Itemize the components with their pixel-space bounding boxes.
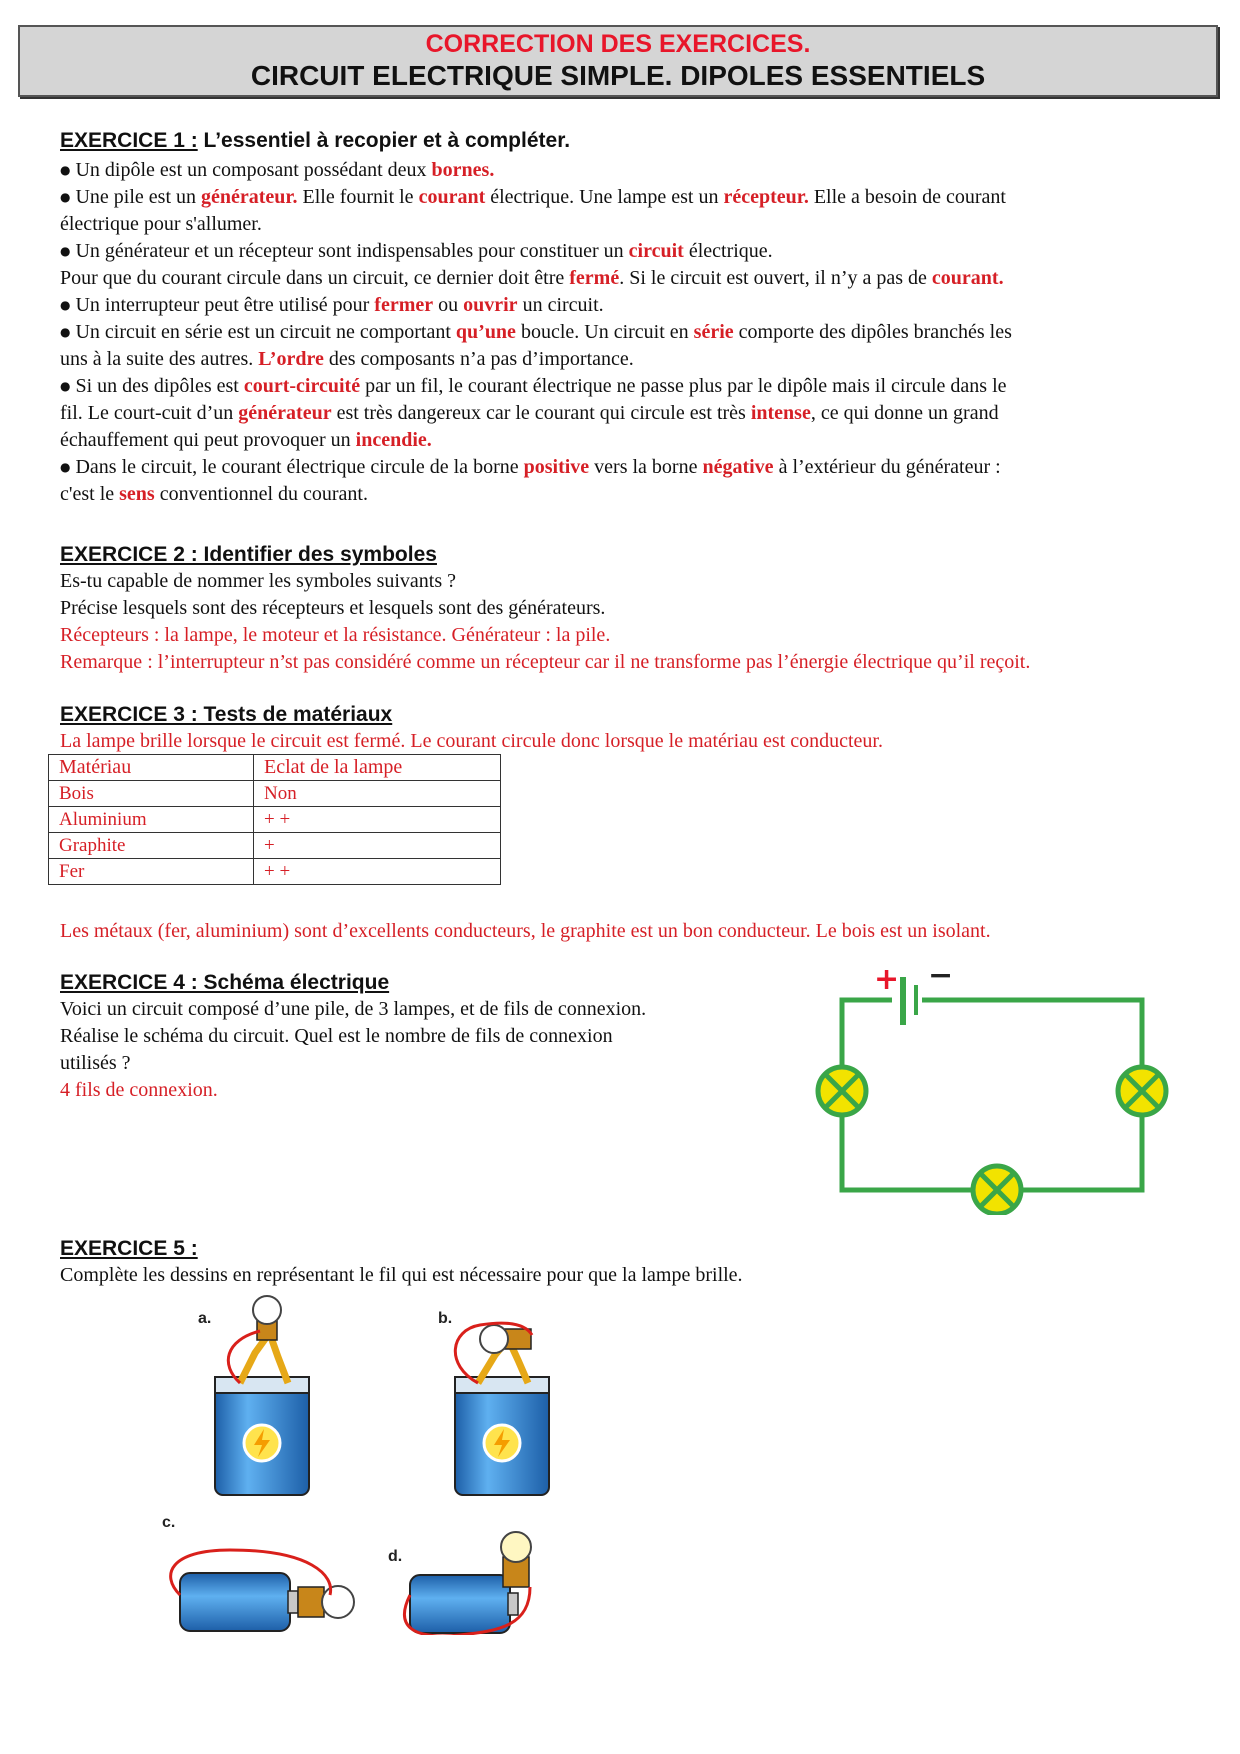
table-row <box>49 833 501 859</box>
ex2-answer-1: Récepteurs : la lampe, le moteur et la résistance. Générateur : la pile. <box>60 624 611 646</box>
drawing-label-a: a. <box>198 1310 212 1327</box>
ex4-body <box>60 996 760 1104</box>
drawing-b <box>455 1323 549 1495</box>
ex1-line-10: fil. Le court-cuit d’un générateur est très dangereux car le courant qui circule est très intense, ce qui donne un grand <box>60 402 999 424</box>
ex3-intro: La lampe brille lorsque le circuit est fermé. Le courant circule donc lorsque le matériau est conducteur. <box>60 730 883 752</box>
title-line-2: CIRCUIT ELECTRIQUE SIMPLE. DIPOLES ESSENTIELS <box>250 60 986 91</box>
ex1-line-11: échauffement qui peut provoquer un incendie. <box>60 429 432 451</box>
table-row <box>49 807 501 833</box>
ex4-question-2: Réalise le schéma du circuit. Quel est le nombre de fils de connexion <box>60 1025 613 1047</box>
battery-minus: − <box>928 958 954 993</box>
ex1-line-6: ● Un interrupteur peut être utilisé pour fermer ou ouvrir un circuit. <box>60 294 604 316</box>
wire-top-right <box>922 1000 1142 1067</box>
ex1-heading-text: L’essentiel à recopier et à compléter. <box>197 129 571 152</box>
wire-top-left <box>842 1000 892 1067</box>
ex1-line-3: électrique pour s'allumer. <box>60 213 262 235</box>
circuit-diagram <box>812 955 1182 1215</box>
ex1-line-2: ● Une pile est un générateur. Elle fournit le courant électrique. Une lampe est un récepteur. Elle a besoin de courant <box>60 186 1006 208</box>
ex4-question-1: Voici un circuit composé d’une pile, de 3 lampes, et de fils de connexion. <box>60 998 647 1020</box>
ex1-line-4: ● Un générateur et un récepteur sont indispensables pour constituer un circuit électrique. <box>60 240 773 262</box>
ex1-body <box>60 157 1180 508</box>
lamp-symbol-bottom <box>973 1166 1021 1214</box>
ex1-heading <box>60 128 570 154</box>
ex4-question-3: utilisés ? <box>60 1052 131 1074</box>
table-cell: Non <box>254 781 501 807</box>
ex1-line-13: c'est le sens conventionnel du courant. <box>60 483 368 505</box>
drawing-a <box>215 1296 309 1495</box>
lamp-symbol-right <box>1118 1067 1166 1115</box>
wire-right-bottom <box>1022 1115 1142 1190</box>
battery-plus: + <box>874 962 900 997</box>
ex1-line-5: Pour que du courant circule dans un circuit, ce dernier doit être fermé. Si le circuit est ouvert, il n’y a pas de courant. <box>60 267 1004 289</box>
ex3-conclusion: Les métaux (fer, aluminium) sont d’excellents conducteurs, le graphite est un bon conducteur. Le bois est un isolant. <box>60 920 991 942</box>
drawing-label-c: c. <box>162 1514 176 1531</box>
table-header-row <box>49 755 501 781</box>
ex1-line-7: ● Un circuit en série est un circuit ne comportant qu’une boucle. Un circuit en série comporte des dipôles branchés les <box>60 321 1012 343</box>
table-row <box>49 781 501 807</box>
lamp-symbol-left <box>818 1067 866 1115</box>
table-cell: Aluminium <box>49 807 254 833</box>
ex5-heading: EXERCICE 5 : <box>60 1237 198 1260</box>
table-cell: Graphite <box>49 833 254 859</box>
ex2-body <box>60 568 1180 676</box>
wire-left-bottom <box>842 1115 972 1190</box>
ex2-question-2: Précise lesquels sont des récepteurs et lesquels sont des générateurs. <box>60 597 606 619</box>
table-cell: + <box>254 833 501 859</box>
drawing-label-d: d. <box>388 1548 403 1565</box>
ex2-heading: EXERCICE 2 : Identifier des symboles <box>60 543 437 566</box>
table-cell: Fer <box>49 859 254 885</box>
table-cell: + + <box>254 859 501 885</box>
battery-drawings <box>160 1295 620 1635</box>
drawing-label-b: b. <box>438 1310 453 1327</box>
title-banner <box>18 25 1218 97</box>
ex2-question-1: Es-tu capable de nommer les symboles suivants ? <box>60 570 457 592</box>
ex4-answer: 4 fils de connexion. <box>60 1079 218 1101</box>
battery-symbol <box>903 977 916 1025</box>
title-line-1: CORRECTION DES EXERCICES. <box>425 30 811 58</box>
ex4-heading: EXERCICE 4 : Schéma électrique <box>60 971 390 994</box>
ex2-answer-2: Remarque : l’interrupteur n’st pas considéré comme un récepteur car il ne transforme pas l’énergie électrique qu’il reçoit. <box>60 651 1031 673</box>
table-row <box>49 859 501 885</box>
ex1-heading-label: EXERCICE 1 : <box>60 129 198 152</box>
table-header-cell: Eclat de la lampe <box>254 755 501 781</box>
table-cell: Bois <box>49 781 254 807</box>
ex1-line-9: ● Si un des dipôles est court-circuité par un fil, le courant électrique ne passe plus par le dipôle mais il circule dans le <box>60 375 1007 397</box>
ex1-line-1: ● Un dipôle est un composant possédant deux bornes. <box>60 159 495 181</box>
ex1-line-12: ● Dans le circuit, le courant électrique circule de la borne positive vers la borne négative à l’extérieur du générateur : <box>60 456 1001 478</box>
table-cell: + + <box>254 807 501 833</box>
drawing-d <box>404 1532 531 1635</box>
ex3-heading: EXERCICE 3 : Tests de matériaux <box>60 703 393 726</box>
ex5-instruction: Complète les dessins en représentant le fil qui est nécessaire pour que la lampe brille. <box>60 1264 743 1286</box>
materials-table <box>48 754 501 885</box>
ex1-line-8: uns à la suite des autres. L’ordre des composants n’a pas d’importance. <box>60 348 634 370</box>
table-header-cell: Matériau <box>49 755 254 781</box>
drawing-c <box>171 1550 354 1631</box>
